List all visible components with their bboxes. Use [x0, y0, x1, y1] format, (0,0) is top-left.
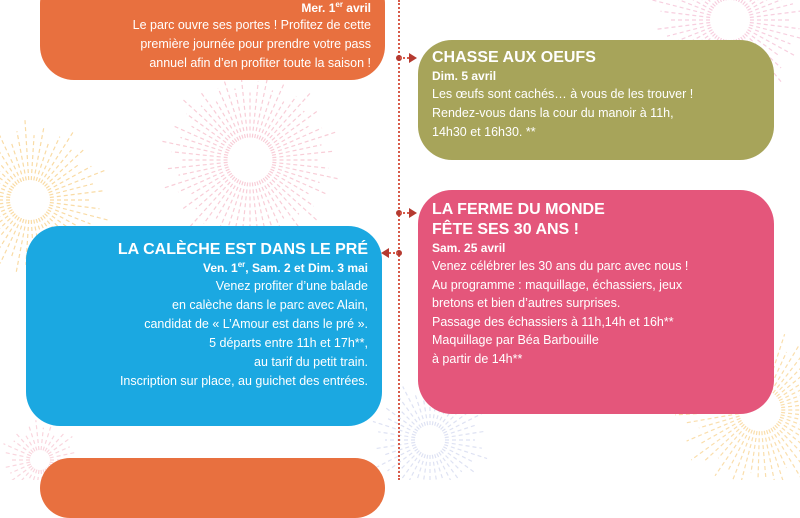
- event-card-next: [40, 458, 385, 518]
- firework-ray: [252, 82, 258, 138]
- firework-ray: [780, 417, 800, 433]
- firework-ray: [0, 214, 15, 252]
- event-title: LA CALÈCHE EST DANS LE PRÉ: [40, 240, 368, 260]
- timeline-arrow-icon: [409, 208, 417, 218]
- firework-ray: [377, 447, 417, 467]
- firework-ray: [378, 432, 415, 438]
- firework-ray: [162, 141, 228, 155]
- firework-ray: [241, 76, 247, 138]
- timeline-arrow-icon: [381, 248, 389, 258]
- firework-ray: [411, 454, 425, 480]
- event-title: CHASSE AUX OEUFS: [432, 48, 760, 68]
- event-card-caleche: [26, 226, 382, 426]
- firework-ray: [0, 212, 14, 236]
- firework-ray: [50, 203, 100, 209]
- firework-ray: [715, 428, 748, 476]
- firework-ray: [172, 152, 228, 158]
- event-title: LA FERME DU MONDE FÊTE SES 30 ANS !: [432, 200, 760, 240]
- firework-ray: [741, 431, 755, 480]
- firework-ray: [269, 171, 308, 194]
- firework-ray: [398, 451, 419, 472]
- firework-ray: [261, 179, 284, 218]
- firework-ray: [373, 421, 416, 435]
- firework-ray: [432, 455, 438, 480]
- firework-ray: [192, 171, 231, 194]
- firework-ray: [272, 162, 328, 168]
- firework-ray: [6, 453, 30, 458]
- event-date: Sam. 25 avril: [432, 240, 760, 257]
- firework-ray: [29, 427, 37, 451]
- firework-ray: [780, 381, 800, 402]
- firework-ray: [699, 416, 740, 428]
- firework-ray: [0, 145, 19, 183]
- firework-ray: [653, 0, 711, 15]
- firework-ray: [45, 434, 55, 451]
- firework-ray: [750, 23, 800, 29]
- event-description: Venez profiter d’une balade en calèche dans le parc avec Alain, candidat de « L’Amour est dans le pré ». 5 départs entre 11h et 17h**, au tarif du petit train. Inscription sur place, au guichet des entrées.: [40, 277, 368, 391]
- firework-ray: [741, 0, 773, 3]
- firework-ray: [422, 455, 428, 480]
- firework-ray: [749, 0, 800, 13]
- firework-ray: [196, 175, 234, 209]
- firework-ray: [166, 162, 228, 168]
- firework-ray: [0, 165, 14, 189]
- firework-ray: [25, 434, 35, 451]
- firework-ray: [41, 428, 43, 450]
- firework-ray: [771, 346, 798, 391]
- event-date: Ven. 1er, Sam. 2 et Dim. 3 mai: [40, 260, 368, 277]
- firework-ray: [48, 436, 72, 454]
- firework-ray: [748, 0, 792, 10]
- firework-ray: [201, 106, 235, 144]
- firework-ray: [28, 470, 36, 480]
- event-description: Les œufs sont cachés… à vous de les trouver ! Rendez-vous dans la cour du manoir à 11h, 14h30 et 16h30. **: [432, 85, 760, 142]
- firework-ray: [3, 462, 30, 468]
- firework-ray: [192, 126, 231, 149]
- firework-ray: [0, 176, 11, 193]
- event-date: Dim. 5 avril: [432, 68, 760, 85]
- event-description: Venez célébrer les 30 ans du parc avec nous ! Au programme : maquillage, échassiers, jeux bretons et bien d’autres surprises. Passage des échassiers à 11h,14h et 16h** Maquillage par Béa Barbouille à partir de 14h**: [432, 257, 760, 368]
- firework-ray: [164, 167, 228, 188]
- firework-ray: [50, 191, 105, 198]
- firework-ray: [445, 431, 486, 437]
- timeline-line: [398, 0, 400, 480]
- firework-ray: [0, 138, 17, 184]
- firework-ray: [36, 420, 39, 450]
- event-date: Mer. 1er avril: [54, 0, 371, 16]
- firework-ray: [222, 74, 243, 138]
- firework-ray: [758, 431, 760, 480]
- firework-ray: [781, 415, 800, 429]
- firework-ray: [265, 177, 299, 215]
- firework-ray: [729, 430, 752, 480]
- firework-ray: [679, 0, 715, 6]
- firework-ray: [255, 72, 269, 138]
- firework-ray: [441, 451, 462, 472]
- firework-ray: [271, 132, 335, 153]
- firework-ray: [764, 431, 777, 480]
- firework-ray: [37, 470, 39, 480]
- firework-ray: [751, 431, 757, 473]
- firework-ray: [17, 467, 34, 480]
- firework-ray: [43, 424, 51, 450]
- firework-ray: [445, 442, 482, 448]
- firework-ray: [776, 423, 800, 457]
- event-description: Le parc ouvre ses portes ! Profitez de cette première journée pour prendre votre pass annuel afin d’en profiter toute la saison !: [54, 16, 371, 73]
- firework-ray: [269, 126, 308, 149]
- firework-ray: [776, 360, 800, 397]
- firework-ray: [31, 135, 34, 180]
- firework-ray: [745, 0, 785, 6]
- firework-ray: [25, 120, 29, 180]
- event-card-farm-anniversary: [418, 190, 774, 414]
- firework-ray: [773, 343, 800, 393]
- firework-ray: [36, 143, 48, 181]
- firework-ray: [216, 179, 239, 218]
- firework-ray: [443, 413, 483, 433]
- firework-ray: [775, 425, 800, 471]
- firework-ray: [11, 143, 23, 181]
- firework-ray: [11, 219, 23, 257]
- timeline-arrow-icon: [409, 53, 417, 63]
- firework-ray: [267, 111, 305, 145]
- firework-ray: [261, 102, 284, 141]
- firework-ray: [656, 23, 711, 30]
- firework-ray: [49, 205, 107, 220]
- event-card-opening: [40, 0, 385, 80]
- firework-ray: [398, 408, 419, 429]
- firework-ray: [216, 102, 239, 141]
- firework-ray: [374, 442, 415, 448]
- firework-ray: [661, 11, 711, 17]
- firework-ray: [272, 151, 334, 157]
- firework-ray: [397, 452, 421, 480]
- firework-ray: [45, 149, 85, 187]
- firework-ray: [444, 445, 487, 459]
- firework-ray: [272, 165, 338, 179]
- firework-ray: [750, 11, 800, 18]
- firework-ray: [0, 205, 11, 216]
- event-card-egg-hunt: [418, 40, 774, 160]
- firework-ray: [408, 453, 423, 480]
